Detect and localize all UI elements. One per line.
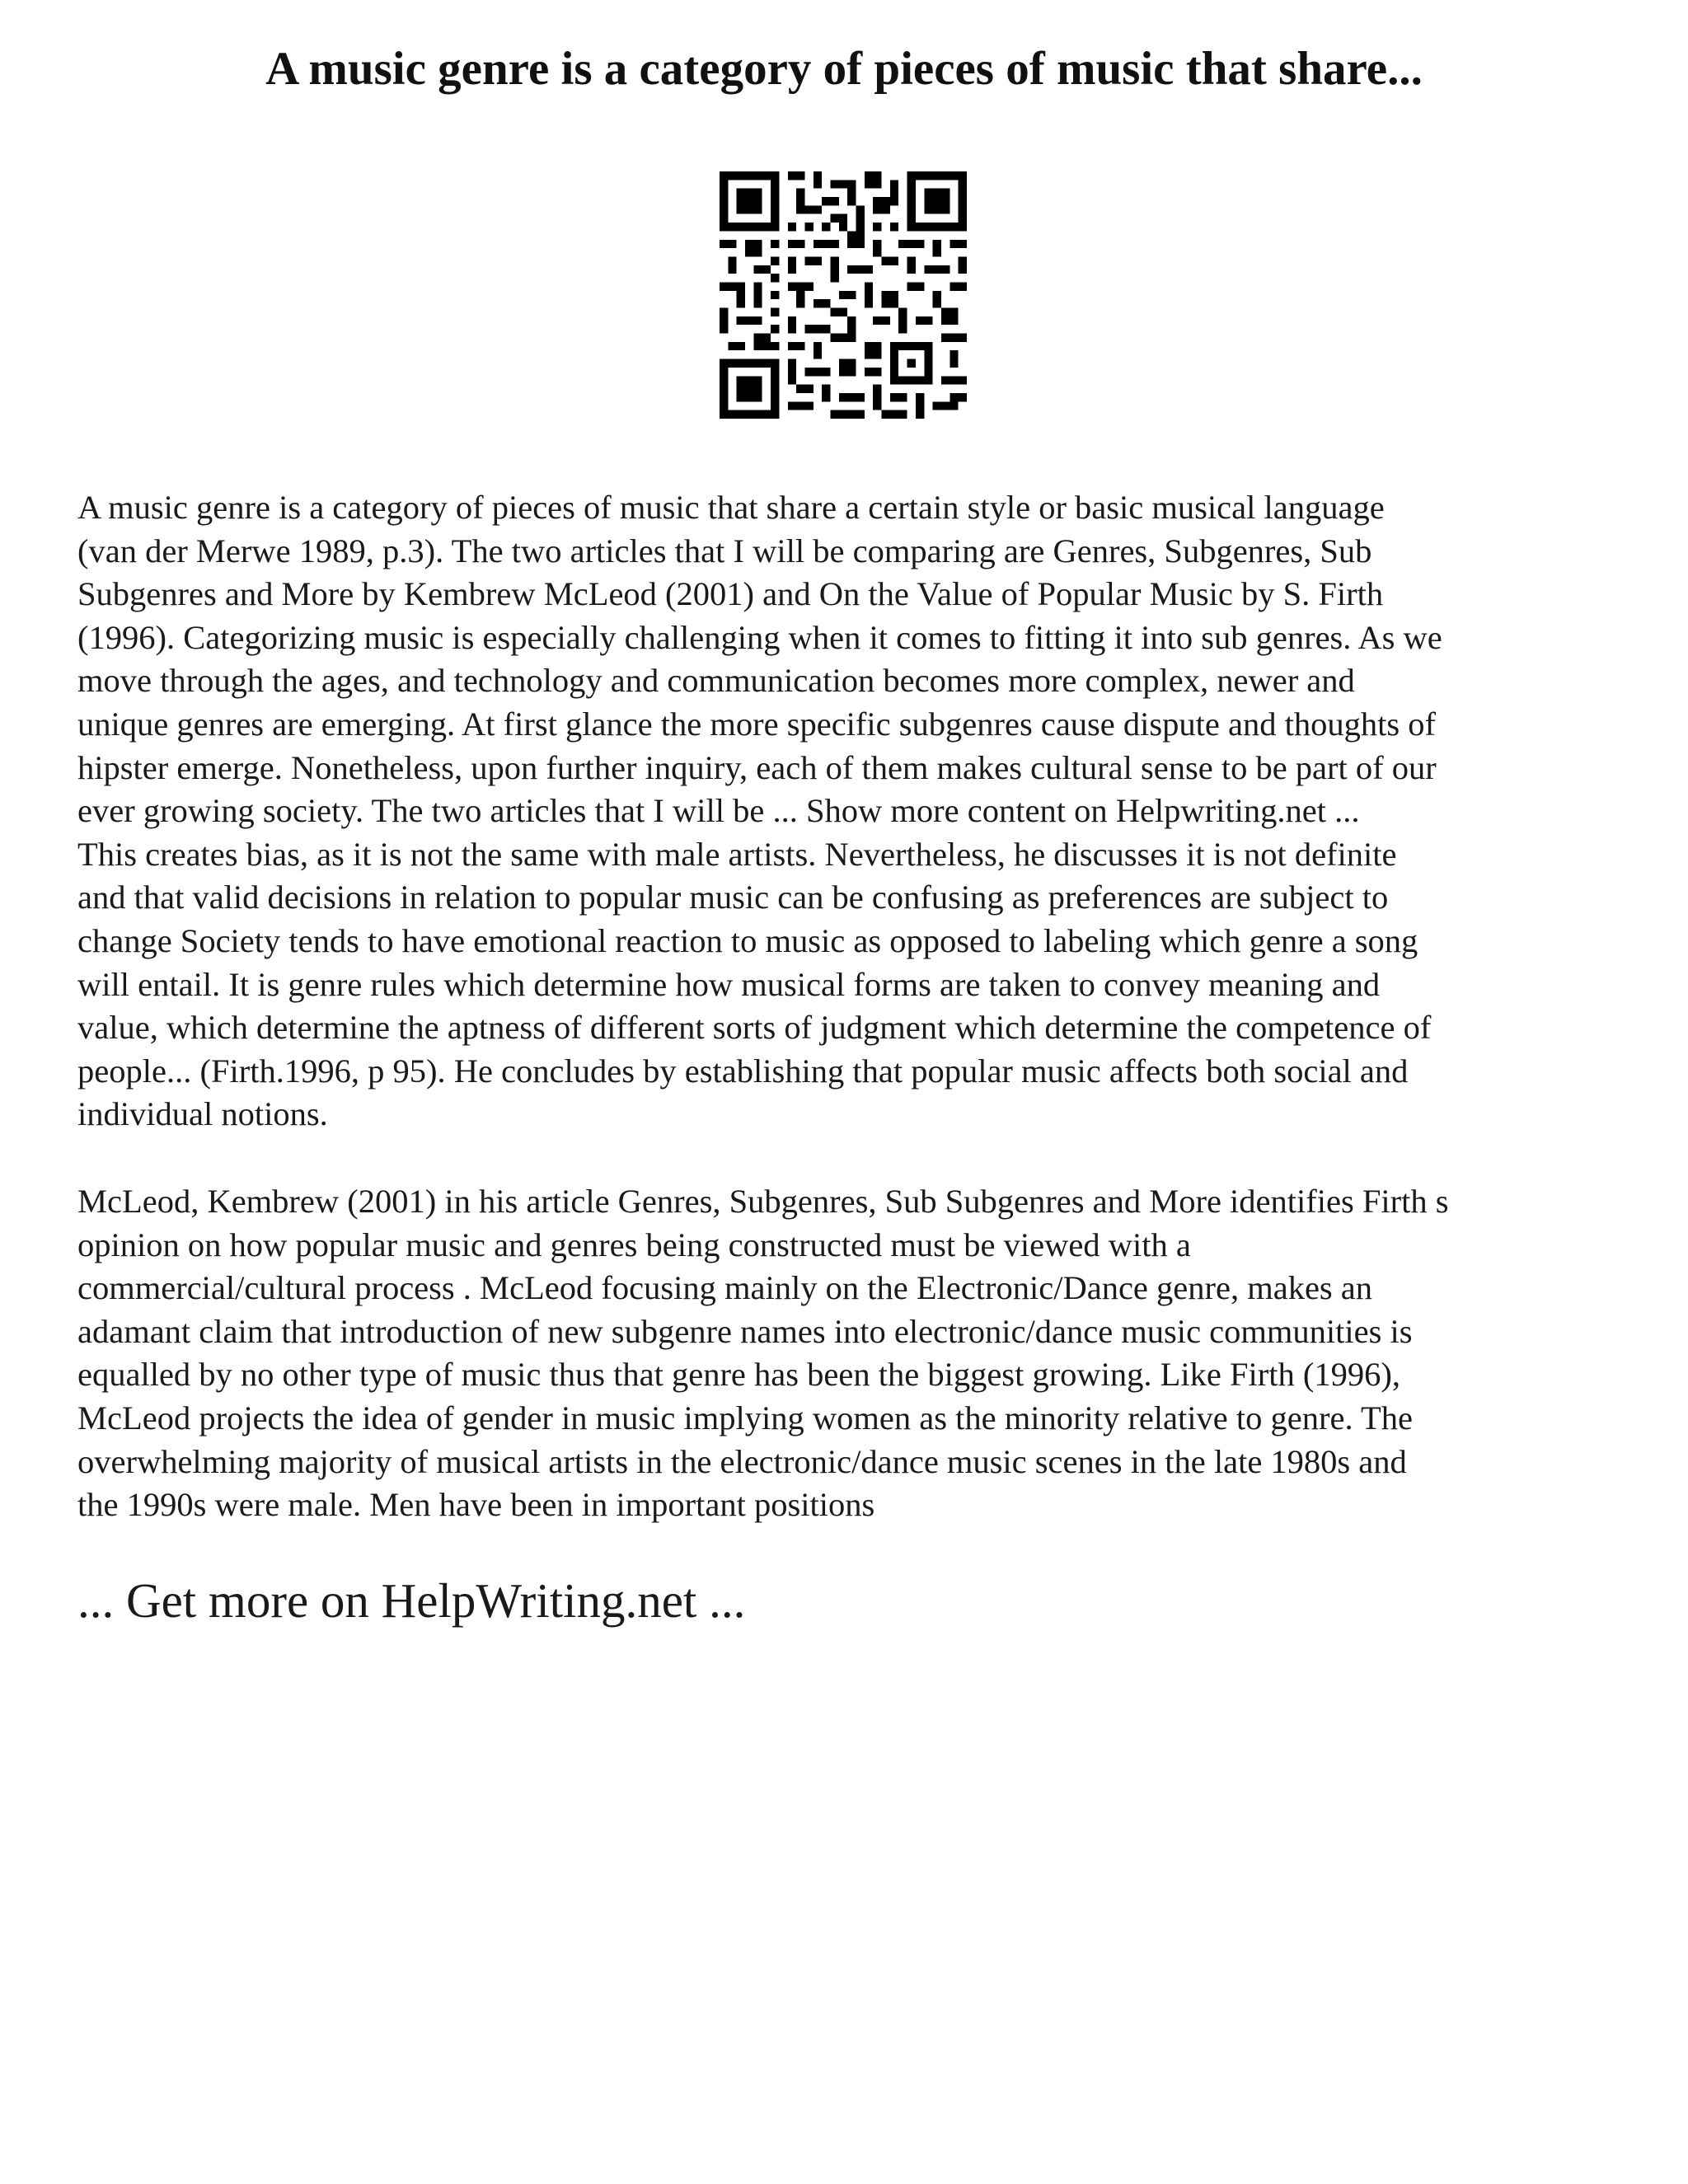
text-line: overwhelming majority of musical artists in the electronic/dance music scenes in the late 1980s and: [77, 1442, 1407, 1480]
text-line: opinion on how popular music and genres being constructed must be viewed with a: [77, 1226, 1191, 1263]
text-line: individual notions.: [77, 1095, 328, 1133]
text-line: A music genre is a category of pieces of music that share a certain style or basic musical language: [77, 489, 1385, 526]
text-line: move through the ages, and technology and communication becomes more complex, newer and: [77, 662, 1355, 700]
text-line: adamant claim that introduction of new subgenre names into electronic/dance music communities is: [77, 1312, 1413, 1350]
text-line: hipster emerge. Nonetheless, upon further inquiry, each of them makes cultural sense to be part of our: [77, 748, 1437, 786]
text-line: This creates bias, as it is not the same with male artists. Nevertheless, he discusses it is not definite: [77, 835, 1397, 873]
body-paragraph-2: [77, 1180, 1627, 1527]
page-title: A music genre is a category of pieces of music that share...: [265, 43, 1423, 95]
text-line: McLeod, Kembrew (2001) in his article Genres, Subgenres, Sub Subgenres and More identifies Firth s: [77, 1183, 1449, 1220]
text-line: value, which determine the aptness of different sorts of judgment which determine the competence of: [77, 1009, 1432, 1047]
text-line: ever growing society. The two articles that I will be ... Show more content on Helpwriting.net ...: [77, 792, 1360, 830]
body-paragraph-1: [77, 486, 1627, 1137]
get-more-link[interactable]: ... Get more on HelpWriting.net ...: [77, 1573, 746, 1628]
text-line: change Society tends to have emotional reaction to music as opposed to labeling which genre a song: [77, 921, 1418, 959]
text-line: will entail. It is genre rules which determine how musical forms are taken to convey meaning and: [77, 965, 1381, 1003]
text-line: (1996). Categorizing music is especially challenging when it comes to fitting it into sub genres. As we: [77, 618, 1442, 656]
text-line: the 1990s were male. Men have been in important positions: [77, 1486, 875, 1524]
text-line: Subgenres and More by Kembrew McLeod (2001) and On the Value of Popular Music by S. Firth: [77, 575, 1384, 613]
text-line: people... (Firth.1996, p 95). He concludes by establishing that popular music affects both social and: [77, 1052, 1409, 1090]
qr-code-icon: [720, 171, 967, 419]
text-line: commercial/cultural process . McLeod focusing mainly on the Electronic/Dance genre, makes an: [77, 1269, 1373, 1307]
text-line: equalled by no other type of music thus that genre has been the biggest growing. Like Firth (1996),: [77, 1356, 1401, 1394]
text-line: unique genres are emerging. At first glance the more specific subgenres cause dispute and thoughts of: [77, 705, 1437, 743]
text-line: (van der Merwe 1989, p.3). The two articles that I will be comparing are Genres, Subgenres, Sub: [77, 532, 1372, 569]
text-line: McLeod projects the idea of gender in music implying women as the minority relative to genre. The: [77, 1399, 1413, 1436]
text-line: and that valid decisions in relation to popular music can be confusing as preferences are subject to: [77, 879, 1389, 916]
